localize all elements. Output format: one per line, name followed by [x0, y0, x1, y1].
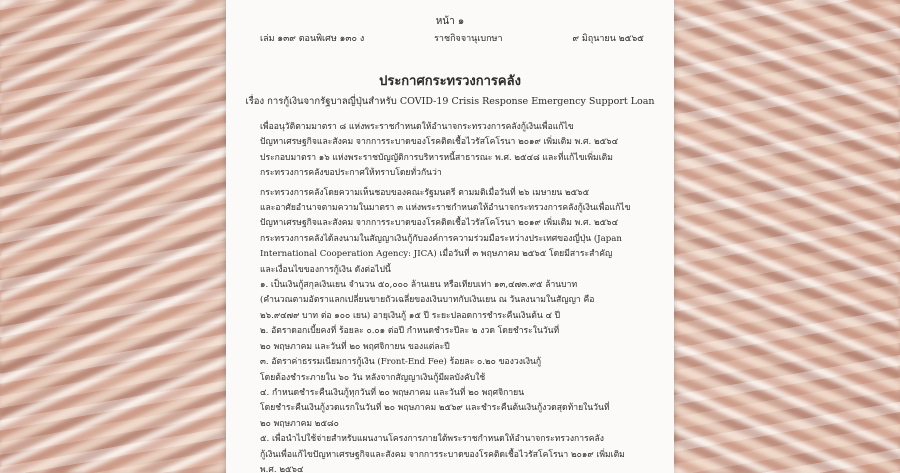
body-line: โดยชำระคืนเงินกู้งวดแรกในวันที่ ๒๐ พฤษภาคม ๒๕๖๙ และชำระคืนต้นเงินกู้งวดสุดท้ายในวันที่: [260, 403, 610, 414]
body-line: ๕. เพื่อนำไปใช้จ่ายสำหรับแผนงานโครงการภายใต้พระราชกำหนดให้อำนาจกระทรวงการคลัง: [260, 434, 604, 445]
body-line: ๓. อัตราค่าธรรมเนียมการกู้เงิน (Front-End Fee) ร้อยละ ๐.๒๐ ของวงเงินกู้: [260, 357, 542, 368]
body-line: กระทรวงการคลังขอประกาศให้ทราบโดยทั่วกันว่า: [260, 168, 442, 179]
body-line: กระทรวงการคลังได้ลงนามในสัญญาเงินกู้กับองค์การความร่วมมือระหว่างประเทศของญี่ปุ่น (Japan: [260, 233, 622, 244]
body-line: พ.ศ. ๒๕๖๔: [260, 464, 304, 473]
body-line: กู้เงินเพื่อแก้ไขปัญหาเศรษฐกิจและสังคม จากการระบาดของโรคติดเชื้อไวรัสโคโรนา ๒๐๑๙ เพิ่มเติม: [260, 449, 625, 460]
document-subject: เรื่อง การกู้เงินจากรัฐบาลญี่ปุ่นสำหรับ COVID-19 Crisis Response Emergency Support Loan: [245, 96, 655, 107]
gazette-volume: เล่ม ๑๓๙ ตอนพิเศษ ๑๓๐ ง: [260, 34, 365, 44]
body-line: ๔. กำหนดชำระคืนเงินกู้ทุกวันที่ ๒๐ พฤษภาคม และวันที่ ๒๐ พฤศจิกายน: [260, 387, 525, 398]
body-line: โดยต้องชำระภายใน ๖๐ วัน หลังจากสัญญาเงินกู้มีผลบังคับใช้: [260, 372, 486, 383]
body-line: ๑. เป็นเงินกู้สกุลเงินเยน จำนวน ๕๐,๐๐๐ ล้านเยน หรือเทียบเท่า ๑๓,๔๗๓.๙๕ ล้านบาท: [260, 280, 578, 291]
document-body: [260, 120, 648, 473]
body-line: ๒๐ พฤษภาคม และวันที่ ๒๐ พฤศจิกายน ของแต่ละปี: [260, 341, 450, 352]
body-line: ๒๖.๙๔๗๙ บาท ต่อ ๑๐๐ เยน) อายุเงินกู้ ๑๕ ปี ระยะปลอดการชำระคืนเงินต้น ๔ ปี: [260, 310, 561, 321]
body-line: (คำนวณตามอัตราแลกเปลี่ยนขายถัวเฉลี่ยของเงินบาทกับเงินเยน ณ วันลงนามในสัญญา คือ: [260, 295, 595, 306]
banknotes-right-backdrop: [670, 0, 900, 473]
announcement-page: [226, 0, 674, 473]
gazette-date: ๙ มิถุนายน ๒๕๖๕: [572, 34, 644, 44]
body-line: เพื่ออนุวัติตามมาตรา ๘ แห่งพระราชกำหนดให้อำนาจกระทรวงการคลังกู้เงินเพื่อแก้ไข: [260, 122, 574, 132]
page-number: หน้า ๑: [435, 16, 465, 27]
body-line: และอาศัยอำนาจตามความในมาตรา ๓ แห่งพระราชกำหนดให้อำนาจกระทรวงการคลังกู้เงินเพื่อแก้ไข: [260, 203, 631, 214]
body-line: และเงื่อนไขของการกู้เงิน ดังต่อไปนี้: [260, 264, 391, 275]
body-line: ประกอบมาตรา ๑๖ แห่งพระราชบัญญัติการบริหารหนี้สาธารณะ พ.ศ. ๒๕๔๘ และที่แก้ไขเพิ่มเติม: [260, 152, 613, 163]
body-line: International Cooperation Agency: JICA) เมื่อวันที่ ๓ พฤษภาคม ๒๕๖๕ โดยมีสาระสำคัญ: [260, 249, 613, 260]
body-line: ปัญหาเศรษฐกิจและสังคม จากการระบาดของโรคติดเชื้อไวรัสโคโรนา ๒๐๑๙ เพิ่มเติม พ.ศ. ๒๕๖๔: [260, 137, 619, 148]
gazette-name: ราชกิจจานุเบกษา: [434, 34, 503, 44]
body-line: ๒. อัตราดอกเบี้ยคงที่ ร้อยละ ๐.๐๑ ต่อปี กำหนดชำระปีละ ๒ งวด โดยชำระในวันที่: [260, 326, 560, 337]
body-line: กระทรวงการคลังโดยความเห็นชอบของคณะรัฐมนตรี ตามมติเมื่อวันที่ ๒๖ เมษายน ๒๕๖๕: [260, 187, 590, 198]
body-line: ปัญหาเศรษฐกิจและสังคม จากการระบาดของโรคติดเชื้อไวรัสโคโรนา ๒๐๑๙ เพิ่มเติม พ.ศ. ๒๕๖๔: [260, 218, 619, 229]
document-title: ประกาศกระทรวงการคลัง: [379, 74, 521, 89]
banknotes-left-backdrop: [0, 0, 230, 473]
gazette-header: [260, 31, 644, 45]
body-line: ๒๐ พฤษภาคม ๒๕๘๐: [260, 418, 339, 429]
